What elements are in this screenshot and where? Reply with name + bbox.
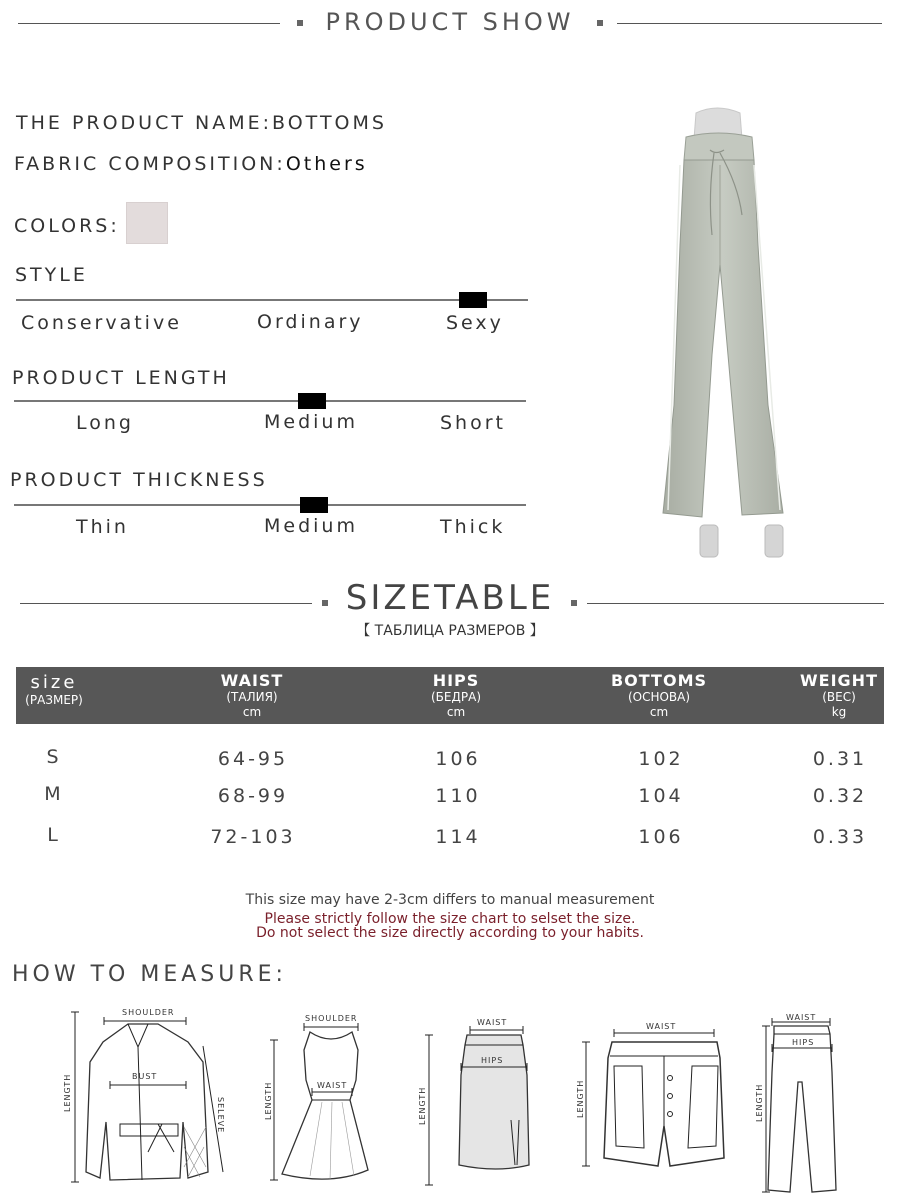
warning-note-2: Do not select the size directly according to your habits. xyxy=(256,925,644,941)
pants-hips-label: HIPS xyxy=(792,1038,815,1047)
size-table-header xyxy=(16,667,884,724)
fabric-value: Others xyxy=(285,153,368,175)
pants-waist-label: WAIST xyxy=(786,1013,817,1022)
jacket-sleeve-label: SELEVE xyxy=(216,1097,225,1134)
sizetable-subtitle: 【 ТАБЛИЦА РАЗМЕРОВ 】 xyxy=(356,623,544,639)
skirt-waist-label: WAIST xyxy=(477,1018,508,1027)
length-option-medium: Medium xyxy=(264,411,358,433)
warning-note-1: Please strictly follow the size chart to selset the size. xyxy=(264,911,636,927)
how-to-measure-title: HOW TO MEASURE: xyxy=(12,962,287,987)
length-scale-track xyxy=(14,400,526,402)
style-option-sexy: Sexy xyxy=(446,312,504,334)
style-scale-marker xyxy=(459,292,487,308)
header-bottoms: BOTTOMS (ОСНОВА) cm xyxy=(610,671,708,719)
jacket-measure-diagram xyxy=(58,1002,248,1194)
pants-length-label: LENGTH xyxy=(755,1083,764,1122)
dress-shoulder-label: SHOULDER xyxy=(305,1014,358,1023)
style-scale-title: STYLE xyxy=(15,264,88,286)
header-size: size (РАЗМЕР) xyxy=(25,672,83,707)
header-rule-right xyxy=(617,23,882,24)
thickness-scale-track xyxy=(14,504,526,506)
style-option-conservative: Conservative xyxy=(21,312,182,334)
shorts-measure-diagram xyxy=(572,1018,752,1173)
measurement-note: This size may have 2-3cm differs to manual measurement xyxy=(245,892,655,908)
length-option-long: Long xyxy=(76,412,134,434)
header-hips: HIPS (БЕДРА) cm xyxy=(431,671,481,719)
style-scale-track xyxy=(16,299,528,301)
sizetable-square-right xyxy=(571,600,577,606)
product-name: THE PRODUCT NAME:BOTTOMS xyxy=(16,112,387,134)
length-option-short: Short xyxy=(440,412,506,434)
thickness-option-medium: Medium xyxy=(264,515,358,537)
product-image xyxy=(650,105,785,560)
color-swatch[interactable] xyxy=(126,202,168,244)
header-waist: WAIST (ТАЛИЯ) cm xyxy=(220,671,284,719)
length-scale-title: PRODUCT LENGTH xyxy=(12,367,230,389)
jacket-bust-label: BUST xyxy=(132,1072,158,1081)
thickness-scale-title: PRODUCT THICKNESS xyxy=(10,469,268,491)
skirt-measure-diagram xyxy=(415,1015,535,1190)
dress-length-label: LENGTH xyxy=(264,1081,273,1120)
jacket-shoulder-label: SHOULDER xyxy=(122,1008,175,1017)
sizetable-title: SIZETABLE xyxy=(345,578,555,618)
pants-measure-diagram xyxy=(750,1012,840,1197)
skirt-length-label: LENGTH xyxy=(418,1086,427,1125)
dress-waist-label: WAIST xyxy=(317,1081,348,1090)
thickness-option-thick: Thick xyxy=(440,516,506,538)
skirt-hips-label: HIPS xyxy=(481,1056,504,1065)
colors-label: COLORS: xyxy=(14,215,120,237)
header-weight: WEIGHT (ВЕС) kg xyxy=(800,671,878,719)
thickness-option-thin: Thin xyxy=(76,516,129,538)
page-title: PRODUCT SHOW xyxy=(325,8,575,36)
header-square-right xyxy=(597,20,603,26)
fabric-composition xyxy=(14,153,368,175)
fabric-label: FABRIC COMPOSITION: xyxy=(14,153,286,175)
dress-measure-diagram xyxy=(262,1010,372,1192)
sizetable-rule-right xyxy=(587,603,884,604)
shorts-length-label: LENGTH xyxy=(576,1079,585,1118)
length-scale-marker xyxy=(298,393,326,409)
thickness-scale-marker xyxy=(300,497,328,513)
shorts-waist-label: WAIST xyxy=(646,1022,677,1031)
style-option-ordinary: Ordinary xyxy=(257,311,364,333)
jacket-length-label: LENGTH xyxy=(63,1073,72,1112)
